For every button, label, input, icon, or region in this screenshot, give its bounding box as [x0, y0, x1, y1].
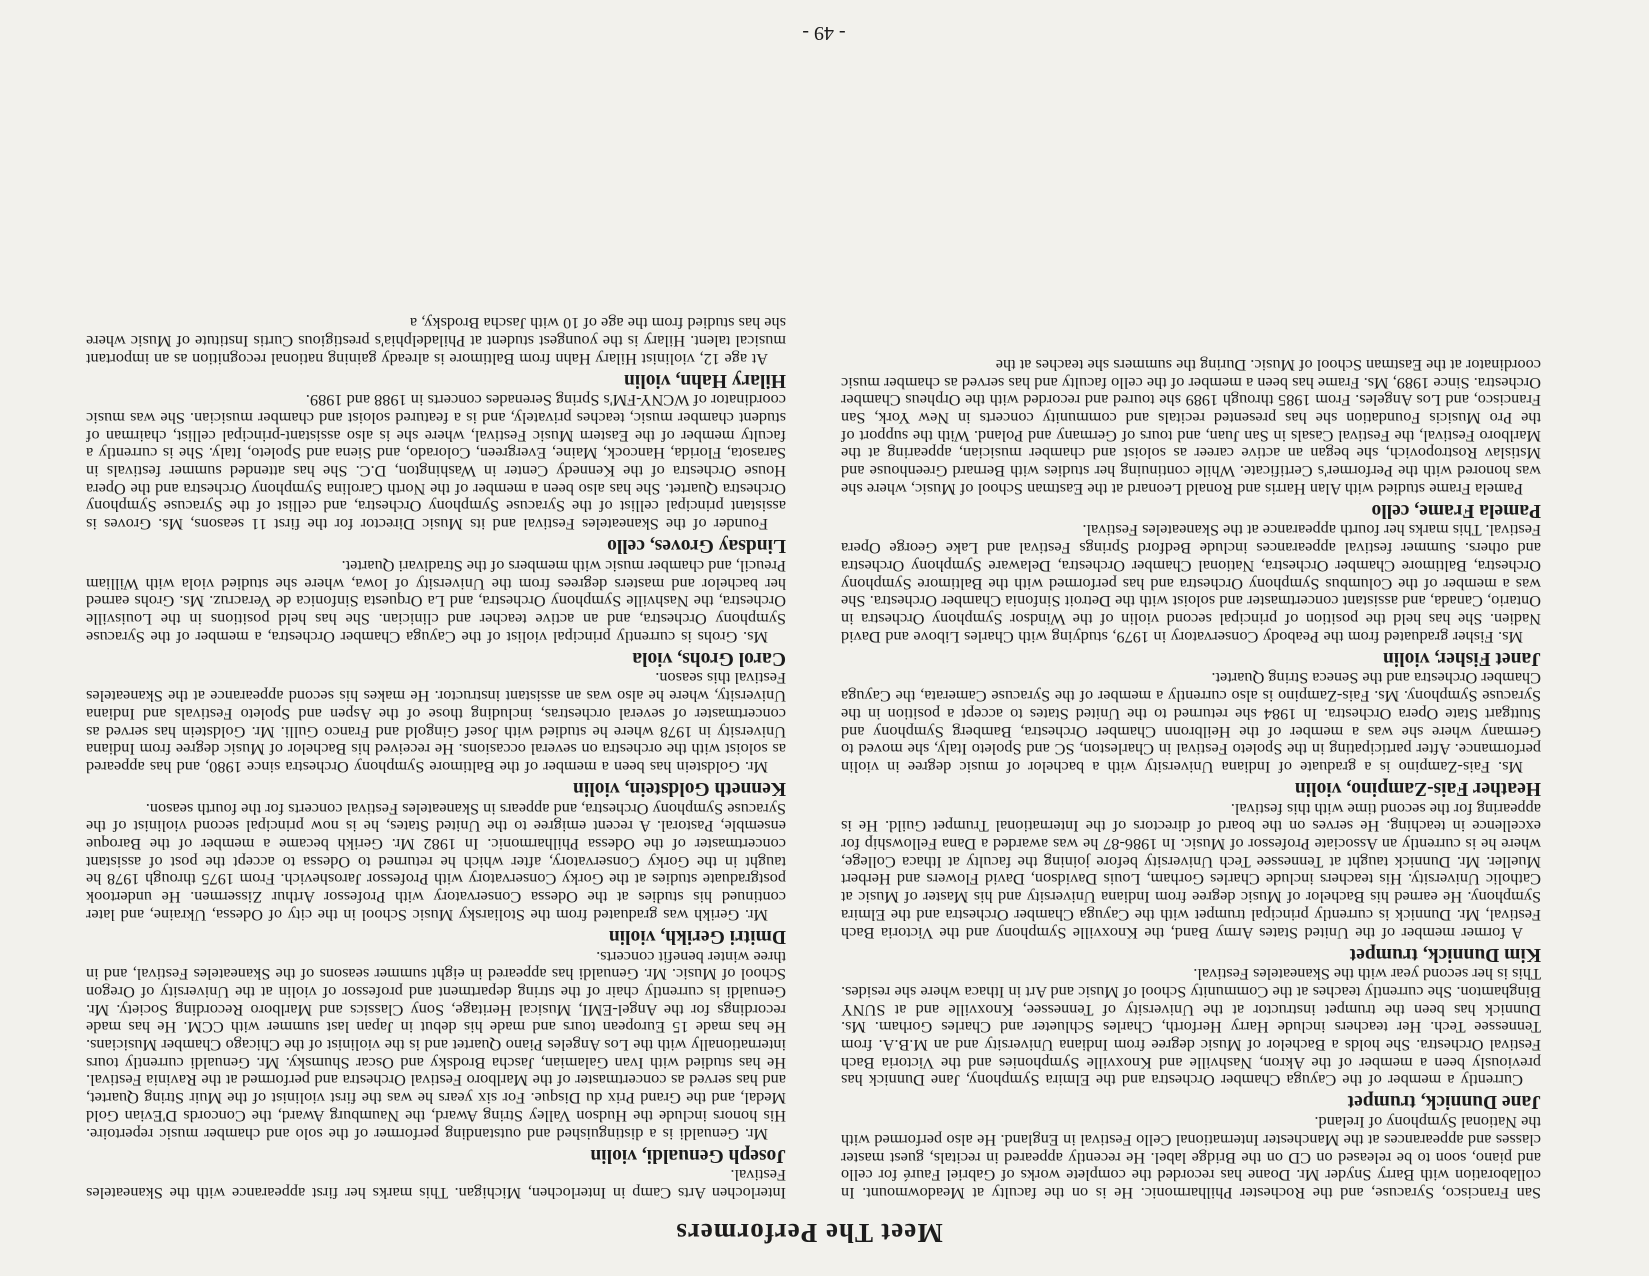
- bio-entry: [86, 392, 786, 558]
- bio-name: Pamela Frame, cello: [1371, 499, 1541, 521]
- bio-entry: [86, 670, 786, 800]
- bio-entry: [86, 948, 786, 1167]
- continued-bio-text: Interlochen Arts Camp in Interlochen, Michigan. This marks her first appearance with the Skaneateles Festival.: [86, 1166, 786, 1203]
- bio-text: Mr. Goldstein has been a member of the Baltimore Symphony Orchestra since 1980, and has appeared as soloist with the orchestra on several occasions. He received his Bachelor of Music degree from Indiana University in 1978 where he studied with Josef Gingold and Franco Gulli. Mr. Goldstein has served as concertmaster of several orchestras, including those of the Aspen and Spoleto Festivals and Indiana University, where he also was an assistant instructor. He makes his second appearance at the Skaneateles Festival this season.: [86, 669, 786, 777]
- bio-name: Lindsay Groves, cello: [607, 535, 786, 557]
- left-column: [841, 356, 1541, 1202]
- bio-entry: [841, 670, 1541, 800]
- right-column: [86, 314, 786, 1202]
- bio-entry: [841, 356, 1541, 522]
- bio-text: Currently a member of the Cayuga Chamber Orchestra and the Elmira Symphony, Jane Dunnick has previously been a member of the Akron, Nashville and Knoxville Symphonies and the Victoria Bach Festival Orchestra. She holds a Bachelor of Music degree from Indiana University and an M.B.A. from Tennessee Tech. Her teachers include Harry Herforth, Charles Schlueter and Charles Gorham. Ms. Dunnick has been the trumpet instructor at the University of Tennessee, Knoxville and at SUNY Binghamton. She currently teaches at the Community School of Music and Art in Ithaca where she resides. This is her second year with the Skaneateles Festival.: [841, 965, 1541, 1091]
- bio-entry: [86, 314, 786, 391]
- bio-text: A former member of the United States Army Band, the Knoxville Symphony and the Victoria Bach Festival, Mr. Dunnick is currently principal trumpet with the Cayuga Chamber Orchestra and the Elmira Symphony. He earned his Bachelor of Music degree from Indiana University and his Master of Music at Catholic University. His teachers include Charles Gorham, Louis Davidson, David Flowers and Herbert Mueller. Mr. Dunnick taught at Tennessee Tech University before joining the faculty at Ithaca College, where he is currently an Associate Professor of Music. In 1986-87 he was awarded a Dana Fellowship for excellence in teaching. He serves on the board of directors of the International Trumpet Guild. He is appearing for the second time with this festival.: [841, 799, 1541, 943]
- bio-text: Ms. Grohs is currently principal violist of the Cayuga Chamber Orchestra, a member of the Syracuse Symphony Orchestra, and an active teacher and clinician. She has held positions in the Louisville Orchestra, the Nashville Symphony Orchestra, and La Orquesta Sinfonica de Veracruz. Ms. Grohs earned her bachelor and masters degrees from the University of Iowa, where she studied viola with William Preucil, and chamber music with members of the Stradivari Quartet.: [86, 556, 786, 647]
- bio-name: Dmitri Gerikh, violin: [608, 925, 786, 947]
- bio-name: Janet Fisher, violin: [1383, 647, 1541, 669]
- bio-text: Ms. Fisher graduated from the Peabody Conservatory in 1979, studying with Charles Libove and David Nadien. She has held the position of principal second violin of the Windsor Symphony Orchestra in Ontario, Canada, and assistant concertmaster and soloist with the Detroit Sinfonia Chamber Orchestra. She was a member of the Columbus Symphony Orchestra and has performed with the Baltimore Symphony Orchestra, Baltimore Chamber Orchestra, National Chamber Orchestra, Delaware Symphony Orchestra and others. Summer festival appearances include Bedford Springs Festival and Lake George Opera Festival. This marks her fourth appearance at the Skaneateles Festival.: [841, 521, 1541, 647]
- bio-name: Joseph Genualdi, violin: [590, 1144, 786, 1166]
- bio-name: Kim Dunnick, trumpet: [1349, 943, 1541, 965]
- bio-text: Ms. Fais-Zampino is a graduate of Indiana University with a bachelor of music degree in violin performance. After participating in the Spoleto Festival in Charleston, SC and Spoleto Italy, she moved to Germany where she was a member of the Heilbronn Chamber Orchestra, Bamberg Symphony and Stuttgart State Opera Orchestra. In 1984 she returned to the United States to accept a position in the Syracuse Symphony. Ms. Fais-Zampino is also currently a member of the Syracuse Camerata, the Cayuga Chamber Orchestra and the Seneca String Quartet.: [841, 669, 1541, 777]
- bio-name: Jane Dunnick, trumpet: [1347, 1091, 1541, 1113]
- bio-name: Heather Fais-Zampino, violin: [1294, 777, 1541, 799]
- bio-entry: [86, 557, 786, 670]
- bio-text: Mr. Gerikh was graduated from the Stoliarsky Music School in the city of Odessa, Ukraine, and later continued his studies at the Odessa Conservatory with Professor Arthur Zissermen. He undertook postgraduate studies at the Gorky Conservatory with Professor Jaroshevich. From 1975 through 1978 he taught in the Gorky Conservatory, after which he returned to Odessa to accept the post of assistant concertmaster of the Odessa Philharmonic. In 1982 Mr. Gerikh became a member of the Baroque ensemble, Pastoral. A recent emigree to the United States, he is now principal second violinist of the Syracuse Symphony Orchestra, and appears in Skaneateles Festival concerts for the fourth season.: [86, 799, 786, 925]
- bio-entry: [841, 800, 1541, 966]
- bio-entry: [841, 966, 1541, 1114]
- bio-text: Pamela Frame studied with Alan Harris and Ronald Leonard at the Eastman School of Music, where she was honored with the Performer's Certificate. While continuing her studies with Bernard Greenhouse and Mstislav Rostropovich, she began an active career as soloist and chamber musician, appearing at the Marlboro Festival, the Festival Casals in San Juan, and tours of Germany and Poland. With the support of the Pro Musicis Foundation she has presented recitals and community concerts in New York, San Francisco, and Los Angeles. From 1985 through 1989 she toured and recorded with the Orpheus Chamber Orchestra. Since 1989, Ms. Frame has been a member of the cello faculty and has served as chamber music coordinator at the Eastman School of Music. During the summers she teaches at the: [841, 355, 1541, 499]
- page-title: Meet The Performers: [675, 1218, 943, 1248]
- bio-name: Kenneth Goldstein, violin: [573, 777, 786, 799]
- bio-entry: [841, 522, 1541, 670]
- continued-bio-text: San Francisco, Syracuse, and the Rochester Philharmonic. He is on the faculty at Meadowmount. In collaboration with Barry Snyder Mr. Doane has recorded the complete works of Gabriel Fauré for cello and piano, soon to be released on CD on the Bridge label. He recently appeared in recitals, guest master classes and appearances at the Manchester International Cello Festival in England. He also performed with the National Symphony of Ireland.: [841, 1113, 1541, 1203]
- bio-entry: [86, 800, 786, 948]
- bio-text: At age 12, violinist Hilary Hahn from Baltimore is already gaining national recognition as an important musical talent. Hilary is the youngest student at Philadelphia's prestigious Curtis Institute of Music where she has studied from the age of 10 with Jascha Brodsky, a: [86, 314, 786, 369]
- bio-text: Founder of the Skaneateles Festival and its Music Director for the first 11 seasons, Ms. Groves is assistant principal cellist of the Syracuse Symphony Orchestra, and cellist of the Syracuse Symphony Orchestra Quartet. She has also been a member of the North Carolina Symphony Orchestra and the Opera House Orchestra of the Kennedy Center in Washington, D.C. She has attended summer festivals in Sarasota, Florida, Hancock, Maine, Evergreen, Colorado, and Siena and Spoleto, Italy. She is currently a faculty member of the Eastern Music Festival, where she is also assistant-principal cellist, chairman of student chamber music, teaches privately, and is a featured soloist and chamber musician. She was music coordinator of WCNY-FM's Spring Serenades concerts in 1988 and 1989.: [86, 391, 786, 535]
- bio-name: Carol Grohs, viola: [632, 647, 786, 669]
- bio-name: Hilary Hahn, violin: [624, 369, 786, 391]
- bio-text: Mr. Genualdi is a distinguished and outstanding performer of the solo and chamber music repertoire. His honors include the Hudson Valley String Award, the Naumburg Award, the Concords D'Evian Gold Medal, and the Grand Prix du Disque. For six years he was the first violinist of the Muir String Quartet, and has served as concertmaster of the Marlboro Festival Orchestra and performed at the Ravinia Festival. He has studied with Ivan Galamian, Jascha Brodsky and Oscar Shumsky. Mr. Genualdi currently tours internationally with the Los Angeles Piano Quartet and is the violinist of the Chicago Chamber Musicians. He has made 15 European tours and made his debut in Japan last summer with CCM. He has made recordings for the Angel-EMI, Musical Heritage, Sony Classics and Marlboro Recording Society. Mr. Genualdi is currently chair of the string department and professor of violin at the University of Oregon School of Music. Mr. Genualdi has appeared in eight summer seasons of the Skaneateles Festival, and in three winter benefit concerts.: [86, 947, 786, 1144]
- page-number: - 49 -: [802, 22, 846, 44]
